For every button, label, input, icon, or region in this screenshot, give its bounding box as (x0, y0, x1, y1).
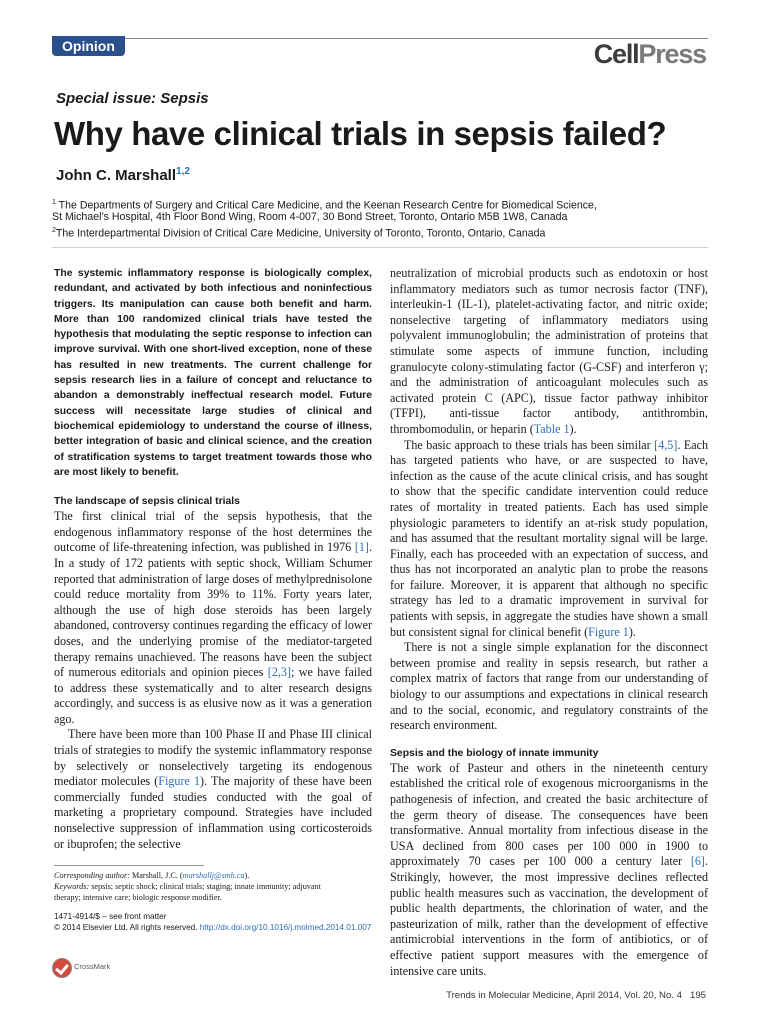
body-paragraph (54, 727, 372, 852)
body-paragraph (390, 266, 708, 438)
journal-footer (446, 990, 706, 1001)
text-span: The basic approach to these trials has been similar (404, 437, 655, 452)
author-email-link[interactable]: marshallj@smh.ca (182, 871, 245, 880)
citation-link[interactable]: [2,3] (267, 665, 291, 680)
body-paragraph (390, 438, 708, 641)
text-span: The work of Pasteur and others in the nineteenth century established the critical role of exogenous microorganisms in the pathogenesis of infection, and created the basic architecture of the germ theory of disease. The consequences have been transformative. Annual mortality from infectious disease in the USA declined from 800 cases per 100 000 in 1900 to approximately 70 cases per 100 000 a century later (390, 760, 708, 869)
doi-link[interactable]: http://dx.doi.org/10.1016/j.molmed.2014.01.007 (199, 923, 372, 932)
affiliation-2-text: The Interdepartmental Division of Critical Care Medicine, University of Toronto, Toronto, Ontario, Canada (55, 227, 546, 240)
keywords-line-2: therapy; intensive care; biologic response modifier. (54, 893, 222, 902)
header-rule (52, 247, 708, 248)
figure-link[interactable]: Figure 1 (158, 774, 201, 789)
citation-link[interactable]: [1] (354, 540, 369, 555)
text-span: . Each has targeted patients who have, or are suspected to have, infection as the cause of the acute clinical crisis, and has sought to show that the specific candidate intervention could reduce rates of mortality in treated patients. Each has used simple physiologic parameters to identify an at-risk study population, and has assumed that the resultant mortality signal will be large. Finally, each has proceeded with an expectation of success, and thus has not incorporated an analytic plan to probe the reasons for failure. Moreover, it is apparent that although no specific strategy has led to a dramatic improvement in survival for patients with sepsis, in aggregate the studies have shown a small but consistent signal for clinical benefit ( (390, 437, 709, 639)
journal-citation: Trends in Molecular Medicine, April 2014, Vol. 20, No. 4 (446, 990, 682, 1001)
crossmark-label: CrossMark (74, 962, 111, 971)
text-span: . In a study of 172 patients with septic shock, William Schumer reported that administration of large doses of methylprednisolone could reduce mortality from 39% to 11%. Forty years later, although the use of high dose steroids has been largely abandoned, controversy continues regarding the efficacy of lower doses, and the underlying promise of the mediator-targeted therapy remains unachieved. The reasons have been the subject of numerous editorials and opinion pieces (54, 540, 372, 680)
corresponding-end: ). (244, 871, 250, 880)
keywords-line-1 (54, 881, 321, 892)
text-span: ). (628, 624, 636, 639)
affiliation-2 (52, 224, 545, 241)
citation-link[interactable]: [4,5] (654, 437, 678, 452)
footnote-rule (54, 865, 204, 866)
author-name (56, 166, 190, 184)
author-name-text: John C. Marshall (56, 167, 177, 184)
affiliation-1-num: 1 (52, 199, 56, 206)
left-column (54, 266, 372, 852)
author-affiliation-sup: 1,2 (176, 166, 190, 177)
text-span: ; we have failed to address these systematically and to alter research designs accordingly, and success is as elusive now as it was a generation ago. (54, 665, 372, 726)
section-tag: Opinion (52, 36, 125, 56)
citation-link[interactable]: [6] (690, 854, 705, 869)
corresponding-author-note (54, 870, 249, 881)
publisher-logo (594, 38, 706, 70)
text-span: The first clinical trial of the sepsis hypothesis, that the endogenous inflammatory response of the host determines the outcome of life-threatening infection, was published in 1976 (54, 509, 372, 555)
crossmark-badge[interactable] (52, 958, 172, 980)
publisher-logo-cell: Cell (593, 39, 639, 69)
figure-link[interactable]: Figure 1 (588, 624, 629, 639)
body-paragraph: There is not a single simple explanation for the disconnect between promise and reality in sepsis research, but rather a complex matrix of factors that range from our understanding of biology to our assumptions and expectations in clinical research and to the social, economic, and regulatory constraints of the research environment. (390, 640, 708, 733)
section-heading-landscape: The landscape of sepsis clinical trials (54, 496, 240, 508)
section-heading-innate-immunity: Sepsis and the biology of innate immunity (390, 747, 599, 759)
keywords-label: Keywords: (54, 882, 90, 891)
copyright-line (54, 922, 371, 933)
abstract: The systemic inflammatory response is biologically complex, redundant, and activated by both infectious and noninfectious triggers. Its manipulation can cause both benefit and harm. More than 100 randomized clinical trials have tested the hypothesis that modulating the septic response to infection can improve survival. With one short-lived exception, none of these has resulted in new treatments. The current challenge for sepsis research lies in a failure of concept and reluctance to abandon a demonstrably ineffectual research model. Future success will necessitate large studies of clinical and biochemical epidemiology to understand the course of illness, better integration of basic and clinical science, and the creation of stratification systems to target treatment towards those who are most likely to benefit. (54, 268, 372, 478)
table-link[interactable]: Table 1 (533, 421, 570, 436)
issn-line: 1471-4914/$ – see front matter (54, 912, 167, 921)
article-title: Why have clinical trials in sepsis failed? (54, 115, 667, 152)
text-span: ). (569, 421, 577, 436)
text-span: . Strikingly, however, the most impressive declines reflected public health measures such as vaccination, the development of public health departments, the chlorination of water, and the pasteurization of milk, rather than the development of effective antimicrobial interventions in the form of antibiotics, or of effective patient support measures with the emergence of intensive care units. (390, 854, 708, 978)
crossmark-icon (52, 958, 72, 978)
page-number: 195 (689, 990, 706, 1001)
text-span: ). The majority of these have been commercially funded studies conducted with the goal of marketing a proprietary compound. Strategies have included nonselective suppression of inflammation using corticosteroids or ibuprofen; the selective (54, 774, 372, 851)
affiliation-1-line-2: St Michael’s Hospital, 4th Floor Bond Wing, Room 4-007, 30 Bond Street, Toronto, Ontario M5B 1W8, Canada (52, 211, 568, 223)
right-column (390, 266, 708, 979)
affiliation-1-text: The Departments of Surgery and Critical Care Medicine, and the Keenan Research Centre for Biomedical Science, (58, 199, 597, 212)
text-span: neutralization of microbial products such as endotoxin or host inflammatory mediators such as tumor necrosis factor (TNF), interleukin-1 (IL-1), platelet-activating factor, and nitric oxide; nonselective targeting of inflammatory mediators using polyvalent immunoglobulin; the administration of proteins that stimulate some aspects of immune function, including granulocyte colony-stimulating factor (G-CSF) and interferon γ; and the administration of anticoagulant molecules such as activated protein C (APC), tissue factor pathway inhibitor (TFPI), anti-tissue factor antibody, antithrombin, thrombomodulin, or heparin ( (390, 266, 708, 436)
affiliation-2-num: 2 (52, 227, 56, 234)
corresponding-name: Marshall, J.C. ( (129, 871, 183, 880)
publisher-logo-press: Press (638, 39, 706, 69)
corresponding-label: Corresponding author: (54, 871, 130, 880)
text-span: There have been more than 100 Phase II and Phase III clinical trials of strategies to modify the systemic inflammatory response by selectively or nonselectively targeting its endogenous mediator molecules ( (54, 727, 372, 789)
copyright-text: © 2014 Elsevier Ltd. All rights reserved. (54, 923, 200, 932)
body-paragraph (390, 761, 708, 979)
keywords-text: sepsis; septic shock; clinical trials; staging; innate immunity; adjuvant (89, 882, 321, 891)
body-paragraph (54, 509, 372, 727)
special-issue-label: Special issue: Sepsis (56, 90, 209, 107)
